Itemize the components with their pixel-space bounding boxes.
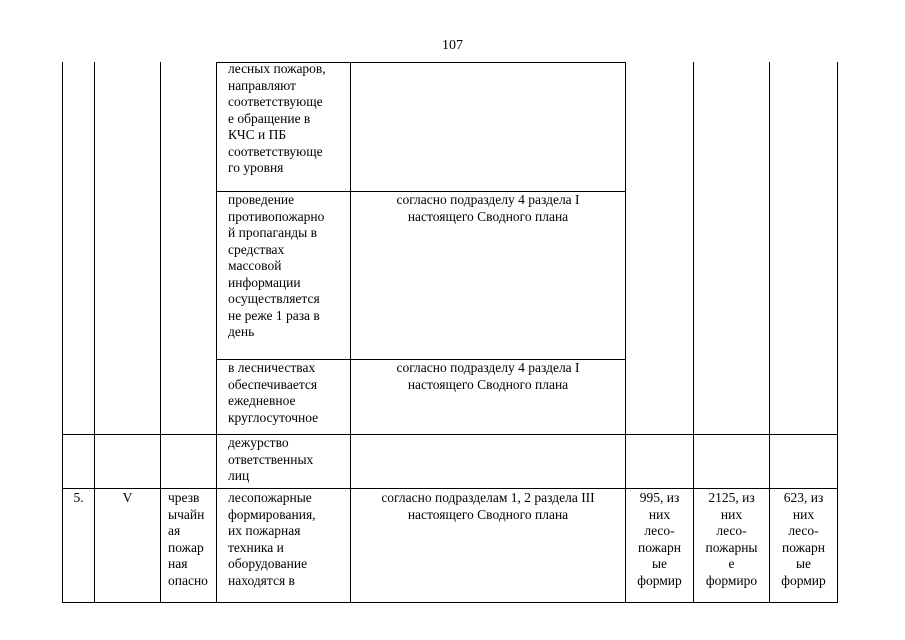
cell-line: го уровня — [228, 160, 284, 175]
cell-line: обеспечивается — [228, 376, 318, 392]
class-cell — [95, 490, 160, 507]
cell-line: КЧС и ПБ — [228, 127, 287, 142]
cell-line: находятся в — [228, 572, 295, 588]
cell-line: формир — [637, 572, 682, 588]
cell-line: согласно подразделам 1, 2 раздела III — [381, 490, 595, 505]
cell-line: круглосуточное — [228, 409, 319, 425]
cell-line: них — [648, 506, 671, 522]
column-border — [160, 62, 161, 603]
cell-line: ые — [795, 556, 812, 571]
cell-line: ная — [168, 556, 188, 571]
column-border — [216, 62, 217, 603]
resources-cell — [351, 490, 625, 523]
measures-cell — [228, 192, 324, 341]
cell-line: соответствующе — [228, 143, 323, 159]
cell-line: й пропаганды в — [228, 225, 317, 240]
page-number: 107 — [442, 38, 463, 53]
cell-line: пожарн — [638, 539, 681, 555]
resources-cell — [351, 360, 625, 393]
forces-cell — [770, 490, 837, 589]
danger-level-cell — [168, 490, 208, 589]
column-border — [94, 62, 95, 603]
cell-line: соответствующе — [228, 94, 323, 109]
cell-line: день — [228, 324, 255, 339]
cell-line: настоящего Сводного плана — [407, 208, 569, 224]
cell-line: пожарн — [782, 539, 825, 555]
row-border — [62, 488, 838, 489]
cell-line: оборудование — [228, 556, 308, 571]
column-border — [837, 62, 838, 603]
cell-line: V — [122, 490, 133, 505]
cell-line: лесо- — [716, 523, 747, 538]
cell-line: ежедневное — [228, 393, 296, 408]
cell-line: лиц — [228, 468, 250, 483]
row-number-cell — [63, 490, 94, 507]
cell-line: настоящего Сводного плана — [407, 376, 569, 392]
measures-cell — [228, 435, 313, 485]
cell-line: них — [792, 506, 815, 522]
cell-line: формир — [781, 572, 826, 588]
cell-line: е — [728, 556, 735, 571]
forces-cell — [626, 490, 693, 589]
cell-line: настоящего Сводного плана — [407, 506, 569, 522]
forces-cell — [694, 490, 769, 589]
cell-line: дежурство — [228, 435, 289, 450]
cell-line: лесных пожаров, — [228, 61, 326, 76]
cell-line: ая — [168, 523, 181, 538]
cell-line: формиро — [705, 572, 758, 588]
cell-line: опасно — [168, 572, 208, 588]
cell-line: формирования, — [228, 506, 316, 522]
cell-line: 995, из — [639, 490, 680, 505]
cell-line: согласно подразделу 4 раздела I — [396, 360, 580, 375]
cell-line: 623, из — [783, 490, 824, 505]
cell-line: ые — [651, 556, 668, 571]
measures-cell — [228, 61, 326, 177]
cell-line: лесо- — [788, 523, 819, 538]
cell-line: массовой — [228, 258, 282, 273]
cell-line: средствах — [228, 241, 285, 257]
column-border — [62, 62, 63, 603]
cell-line: чрезв — [168, 490, 200, 505]
cell-line: техника и — [228, 539, 284, 555]
cell-line: согласно подразделу 4 раздела I — [396, 192, 580, 207]
cell-line: лесопожарные — [228, 490, 312, 505]
cell-line: направляют — [228, 77, 296, 93]
resources-cell — [351, 192, 625, 225]
cell-line: пожарны — [705, 539, 758, 555]
cell-line: 2125, из — [708, 490, 755, 505]
cell-line: противопожарно — [228, 208, 325, 224]
cell-line: их пожарная — [228, 523, 301, 538]
cell-line: проведение — [228, 192, 295, 207]
cell-line: не реже 1 раза в — [228, 307, 320, 323]
measures-cell — [228, 490, 316, 589]
cell-line: информации — [228, 274, 301, 290]
row-border — [62, 602, 838, 603]
row-border — [62, 434, 838, 435]
cell-line: лесо- — [644, 523, 675, 538]
cell-line: пожар — [168, 539, 204, 555]
cell-line: них — [720, 506, 743, 522]
cell-line: осуществляется — [228, 291, 320, 306]
measures-cell — [228, 360, 318, 426]
cell-line: ответственных — [228, 451, 314, 467]
cell-line: е обращение в — [228, 110, 311, 126]
cell-line: ычайн — [168, 506, 205, 522]
cell-line: 5. — [73, 490, 84, 505]
cell-line: в лесничествах — [228, 360, 316, 375]
